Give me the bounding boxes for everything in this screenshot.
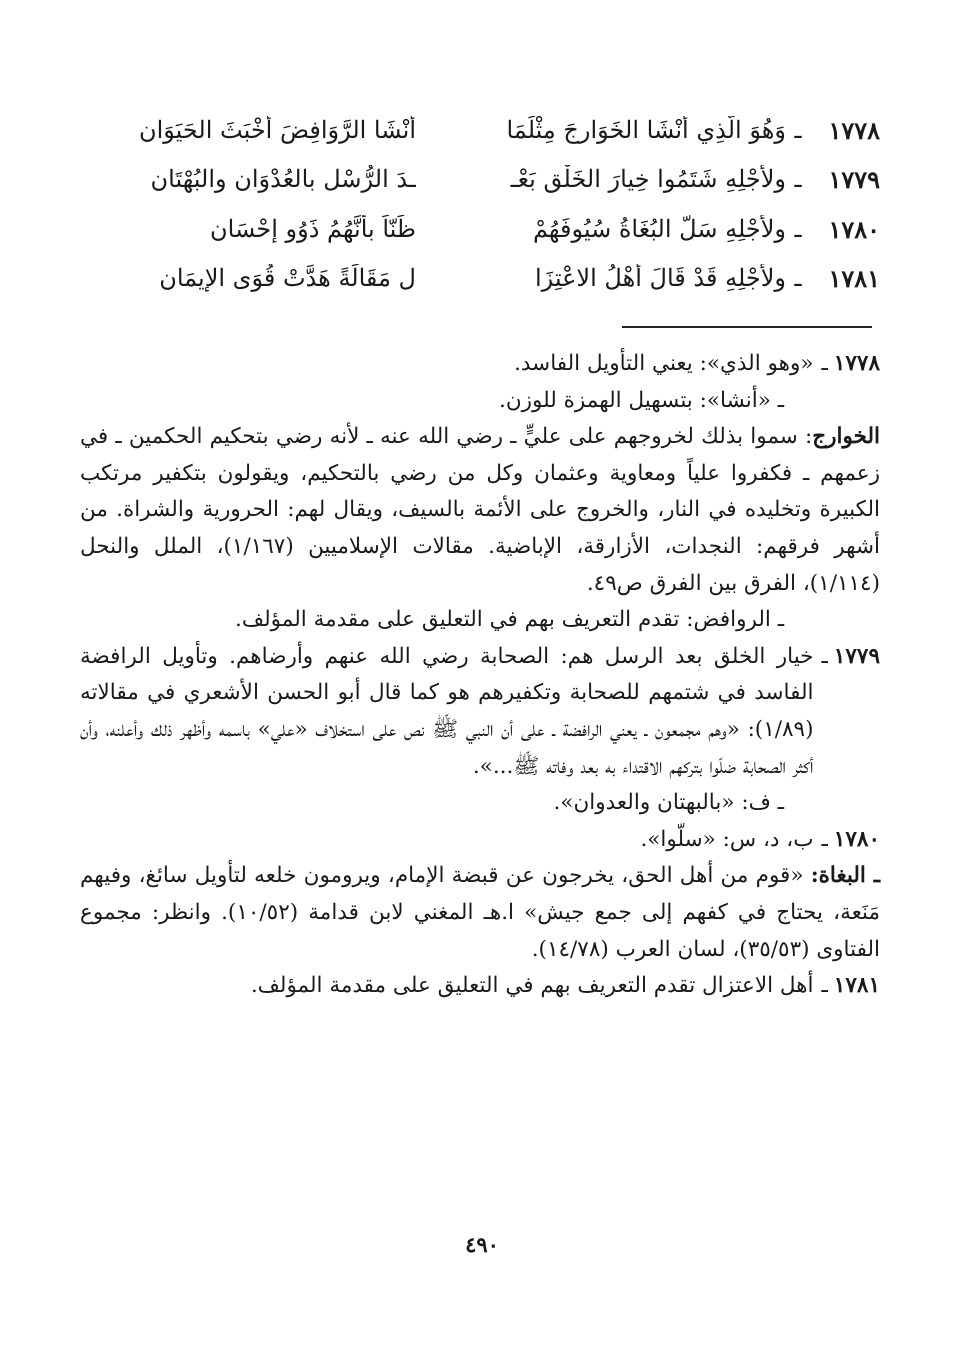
footnote-separator (622, 326, 872, 328)
verse-second-hemistich: ظَنّاً بأَنَّهُمُ ذَوُو إحْسَانِ (210, 215, 416, 243)
verse-number: ١٧٧٨ (828, 115, 880, 145)
note-dash: ـ (821, 643, 828, 669)
verse-line (80, 155, 880, 203)
term-definition: «قوم من أهل الحق، يخرجون عن قبضة الإمام، ويرومون خلعه لتأويل سائغ، وفيهم مَنَعة، يحتاج في كفهم إلى جمع جيش» ا.هـ المغني لابن قدامة (١٠/٥٢). وانظر: مجموع الفتاوى (٣٥/٥٣)، لسان العرب (١٤/٧٨). (80, 863, 880, 962)
verse-second-hemistich: ـدَ الرُّسْلِ بالعُدْوَانِ والبُهْتَانِ (150, 165, 416, 193)
note-number: ١٧٨٠ (833, 826, 880, 852)
note-text: أهل الاعتزال تقدم التعريف بهم في التعليق على مقدمة المؤلف. (250, 973, 814, 999)
verse-dash: ـ (794, 264, 802, 292)
verse-first-hemistich: ولأجْلِهِ قَدْ قَالَ أَهْلُ الاعْتِزَا (534, 264, 786, 292)
note-line: ـ الروافض: تقدم التعريف بهم في التعليق على مقدمة المؤلف. (235, 607, 784, 633)
verse-second-hemistich: أَنْشَا الرَّوَافِضَ أَخْبَثَ الحَيَوَانِ (138, 116, 416, 144)
verse-first-hemistich: ولأجْلِهِ سَلَّ البُغَاةُ سُيُوفَهُمْ (532, 215, 786, 243)
khawarij-paragraph (80, 419, 880, 602)
note-dash: ـ (821, 351, 828, 376)
verse-dash: ـ (794, 116, 802, 144)
bughat-paragraph (80, 858, 880, 968)
term-definition: : سموا بذلك لخروجهم على عليٍّ ـ رضي الله عنه ـ لأنه رضي بتحكيم الحكمين ـ في زعمهم ـ فكفروا علياً ومعاوية وعثمان وكل من رضي بالتحكيم، ويقولون بتكفير مرتكب الكبيرة وتخليده في النار، والخروج على الأئمة بالسيف، ويقال لهم: الحرورية والشراة. من أشهر فرقهم: النجدات، الأزارقة، الإباضية. مقالات الإسلاميين (١/١٦٧)، الملل والنحل (١/١١٤)، الفرق بين الفرق ص٤٩. (80, 424, 881, 596)
verse-dash: ـ (794, 165, 802, 193)
note-dash: ـ (821, 973, 828, 999)
verse-line (80, 254, 880, 302)
term-heading: الخوارج (812, 424, 880, 450)
note-text: خيار الخلق بعد الرسل هم: الصحابة رضي الله عنهم وأرضاهم. وتأويل الرافضة الفاسد في شتمهم للصحابة وتكفيرهم هو كما قال أبو الحسن الأشعري في مقالاته (١/٨٩): «وهم مجمعون ـ يعني الرافضة ـ على أن النبي ﷺ نص على استخلاف «علي» باسمه وأظهر ذلك وأعلنه، وأن أكثر الصحابة ضلّوا بتركهم الاقتداء به بعد وفاته ﷺ...». (80, 643, 814, 779)
note-1781 (80, 968, 880, 1005)
verse-second-hemistich: لِ مَقَالَةً هَدَّتْ قُوَى الإيمَانِ (159, 264, 416, 292)
verse-line (80, 106, 880, 154)
note-1780 (80, 822, 880, 859)
verse-dash: ـ (794, 215, 802, 243)
term-heading: ـ البغاة: (810, 863, 880, 889)
verse-line (80, 205, 880, 253)
footnotes (80, 346, 880, 1005)
page-number: ٤٩٠ (465, 1232, 499, 1257)
note-number: ١٧٧٨ (833, 351, 880, 376)
verse-number: ١٧٨٠ (828, 214, 880, 244)
note-number: ١٧٨١ (833, 973, 880, 999)
note-number: ١٧٧٩ (833, 643, 880, 669)
note-1778 (80, 346, 880, 383)
note-text: «وهو الذي»: يعني التأويل الفاسد. (514, 351, 814, 376)
verse-number: ١٧٧٩ (828, 164, 880, 194)
note-dash: ـ (821, 826, 828, 852)
verse-first-hemistich: وَهُوَ الَّذِي أَنْشَا الخَوَارِجَ مِثْلَمَا (506, 116, 786, 144)
verse-number: ١٧٨١ (828, 263, 880, 293)
note-text: ب، د، س: «سلّوا». (640, 826, 814, 852)
verse-first-hemistich: ولأجْلِهِ شَتَمُوا خِيارَ الخَلْقِ بَعْـ (510, 165, 786, 193)
note-1779 (80, 639, 880, 785)
note-line: ـ ف: «بالبهتان والعدوان». (553, 790, 784, 816)
note-line: ـ «أنشا»: بتسهيل الهمزة للوزن. (499, 387, 784, 413)
